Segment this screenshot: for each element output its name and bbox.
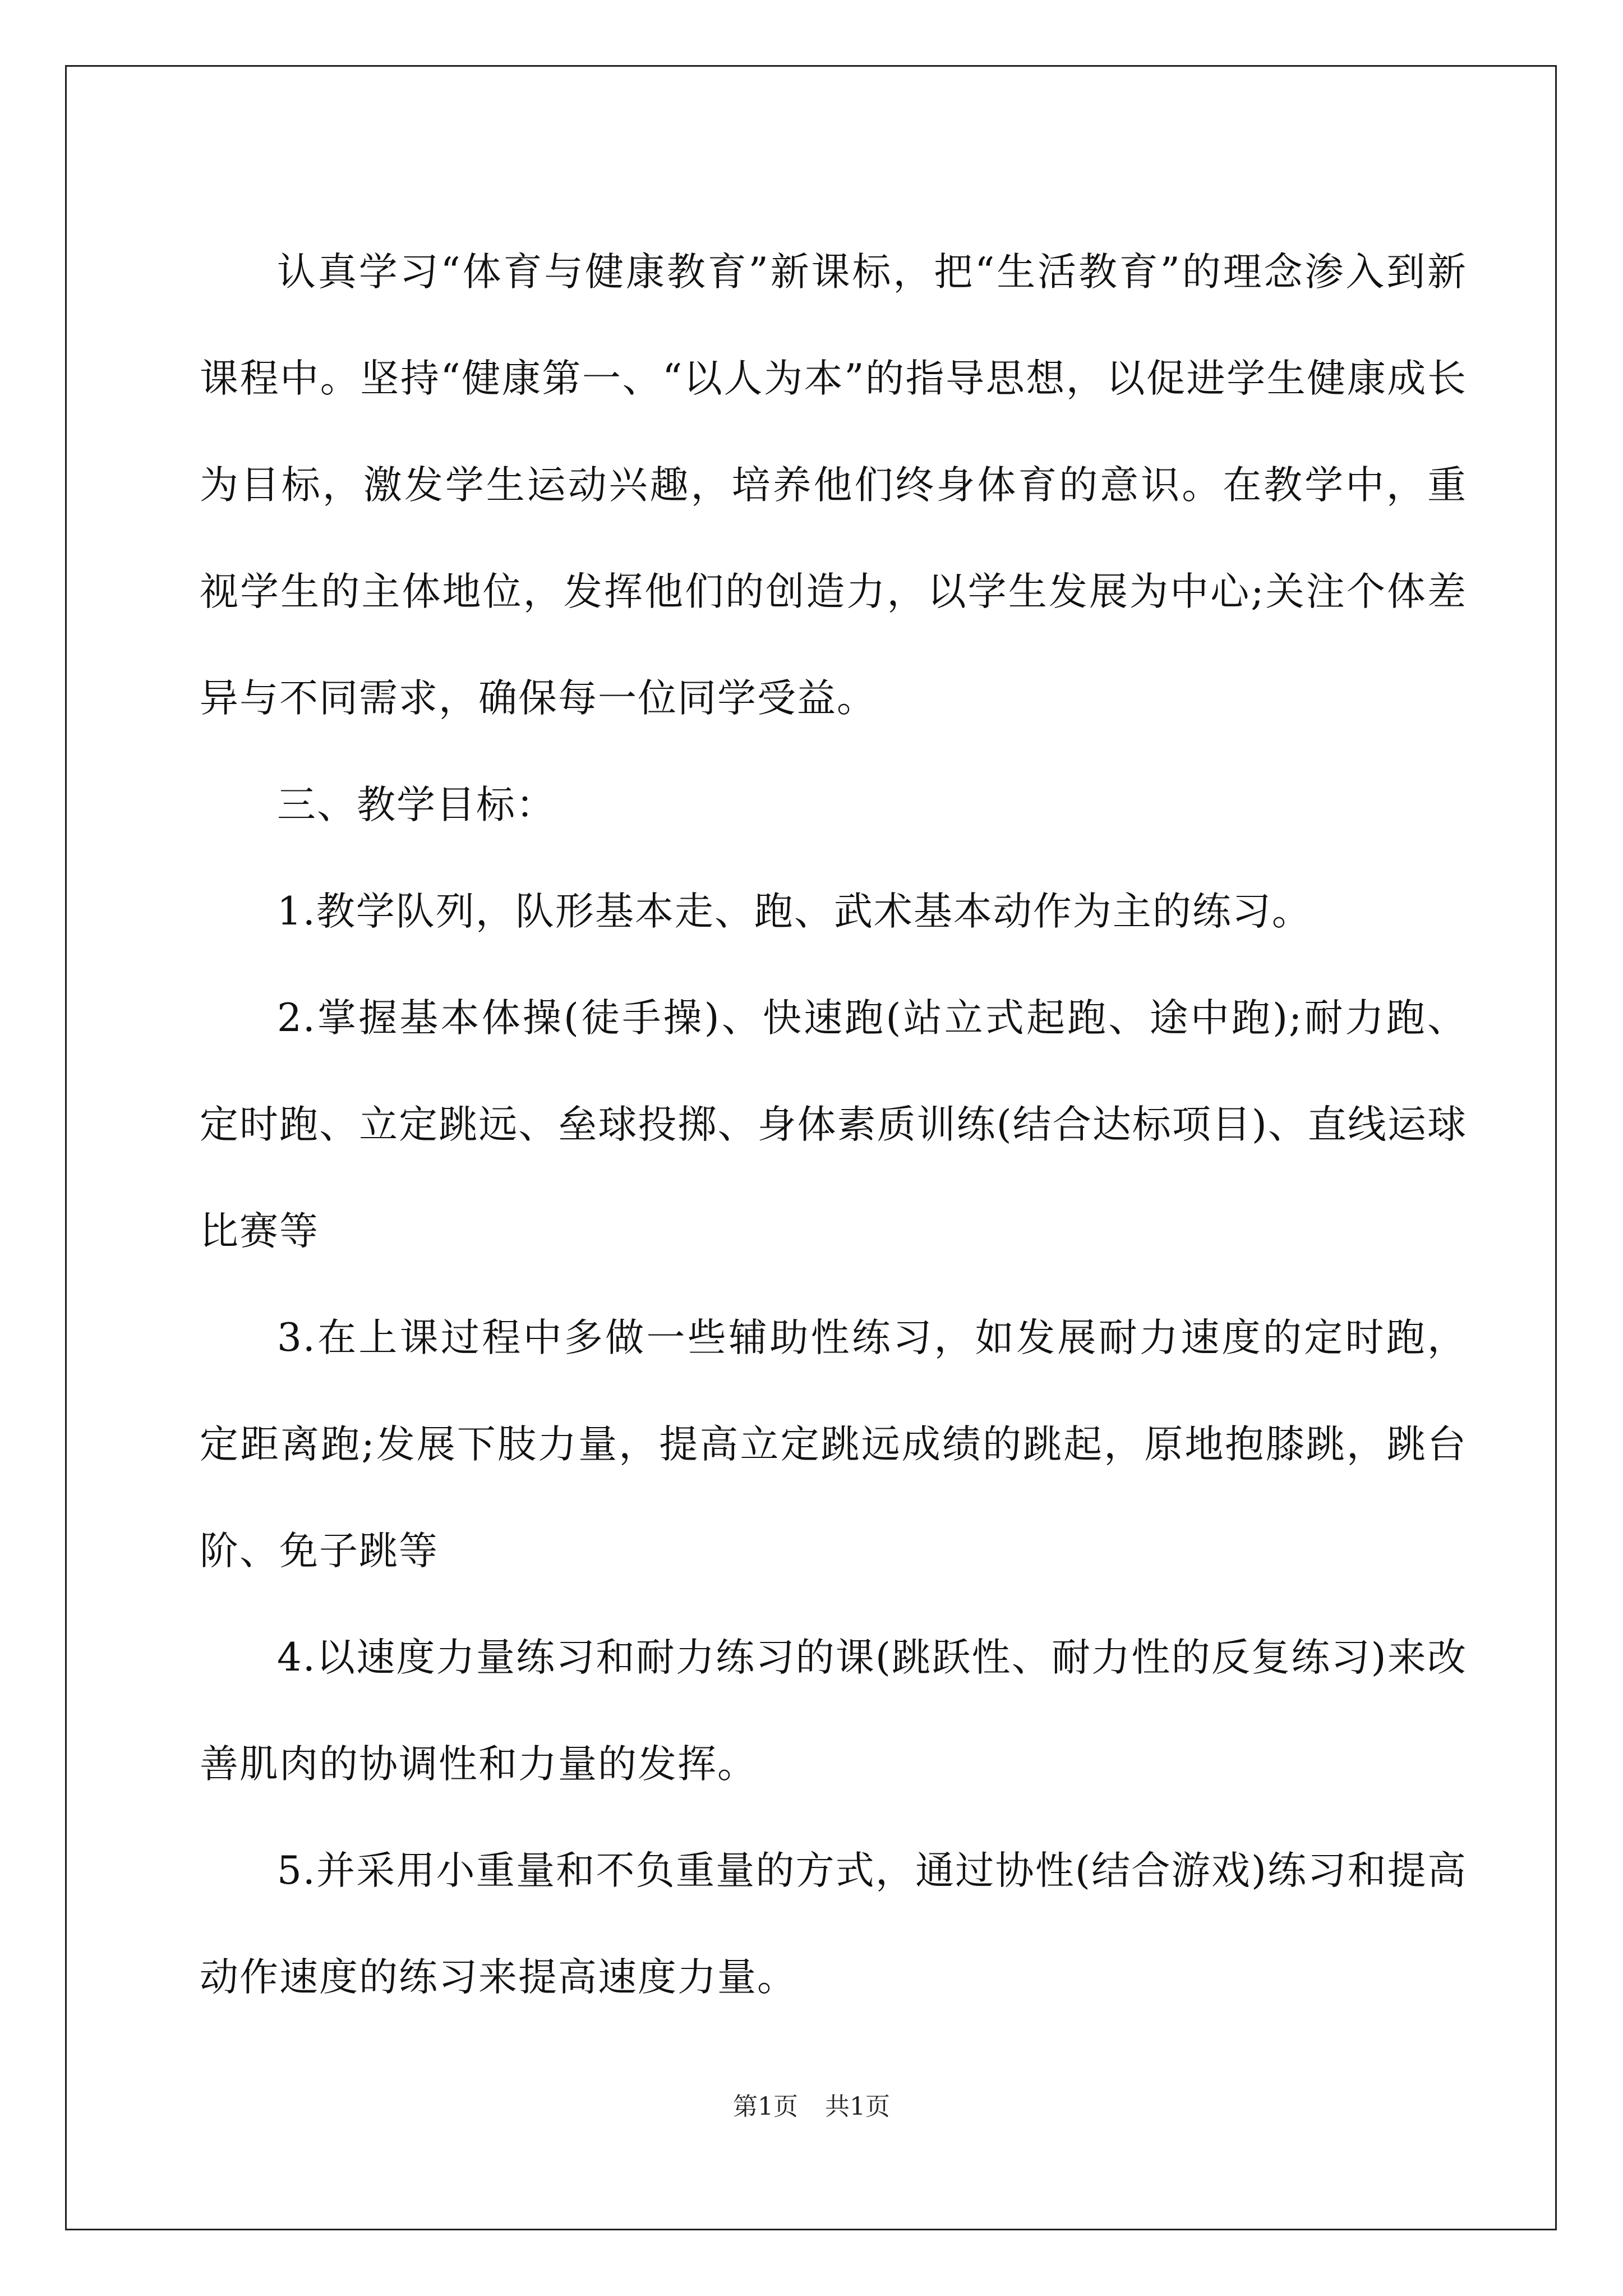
list-item-2: 2.掌握基本体操(徒手操)、快速跑(站立式起跑、途中跑);耐力跑、定时跑、立定跳远、垒球投掷、身体素质训练(结合达标项目)、直线运球比赛等 xyxy=(200,996,1467,1254)
page-number: 第1页 xyxy=(733,2092,798,2121)
paragraph-intro: 认真学习“体育与健康教育”新课标，把“生活教育”的理念渗入到新课程中。坚持“健康第一、“以人为本”的指导思想，以促进学生健康成长为目标，激发学生运动兴趣，培养他们终身体育的意识。在教学中，重视学生的主体地位，发挥他们的创造力，以学生发展为中心;关注个体差异与不同需求，确保每一位同学受益。 xyxy=(200,250,1467,721)
list-item-4: 4.以速度力量练习和耐力练习的课(跳跃性、耐力性的反复练习)来改善肌肉的协调性和力量的发挥。 xyxy=(200,1635,1467,1787)
page-total: 共1页 xyxy=(825,2092,890,2121)
section-heading-teaching-goals: 三、教学目标： xyxy=(277,783,556,827)
list-item-1: 1.教学队列，队形基本走、跑、武术基本动作为主的练习。 xyxy=(277,889,1312,934)
page-footer xyxy=(0,2090,1623,2124)
list-item-3: 3.在上课过程中多做一些辅助性练习，如发展耐力速度的定时跑，定距离跑;发展下肢力量，提高立定跳远成绩的跳起，原地抱膝跳，跳台阶、免子跳等 xyxy=(200,1315,1467,1573)
list-item-5: 5.并采用小重量和不负重量的方式，通过协性(结合游戏)练习和提高动作速度的练习来提高速度力量。 xyxy=(200,1848,1467,2000)
document-body xyxy=(200,219,1467,2031)
